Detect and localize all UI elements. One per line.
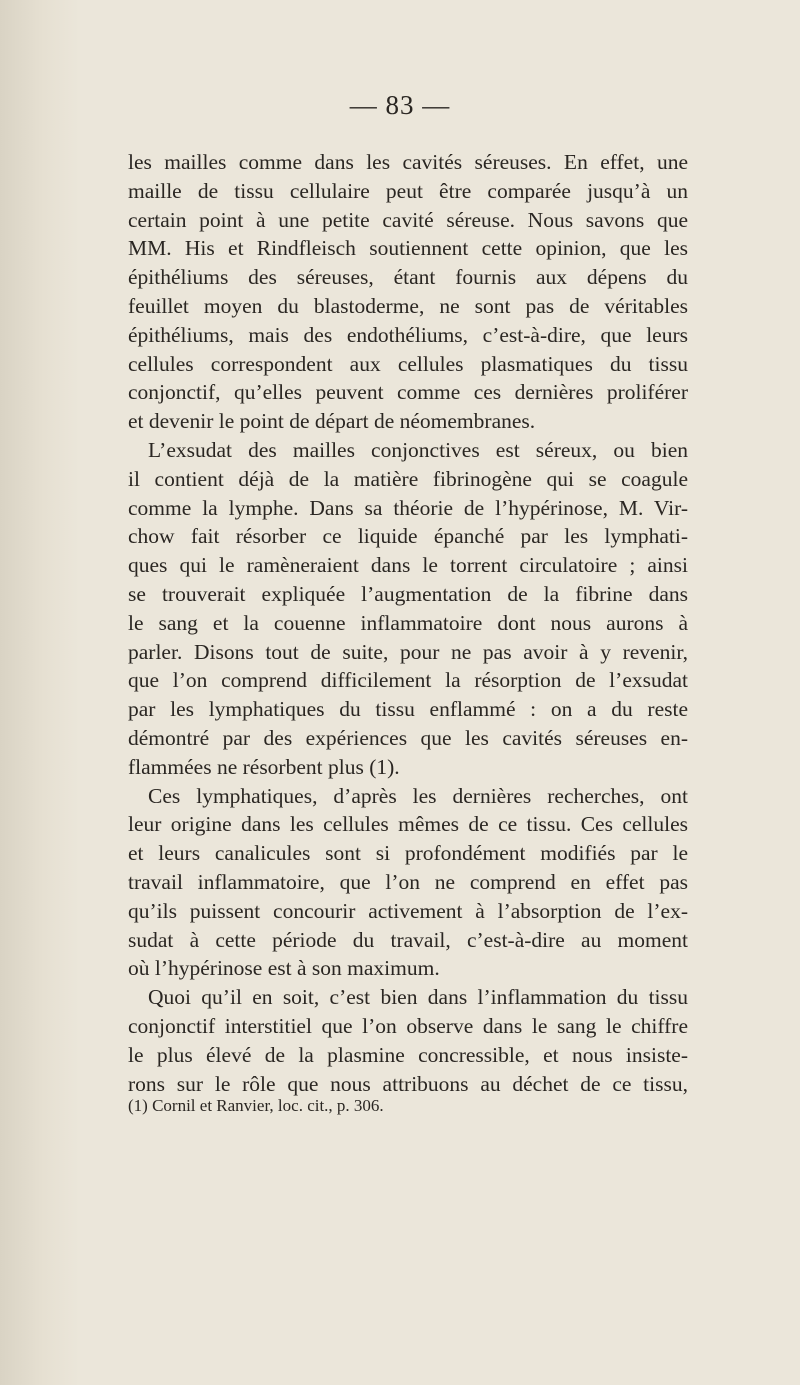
text-line: il contient déjà de la matière fibrinogène qui se coagule [128,466,688,491]
text-line: sudat à cette période du travail, c’est-à-dire au moment [128,927,688,952]
text-line: maille de tissu cellulaire peut être comparée jusqu’à un [128,178,688,203]
text-line: épithéliums des séreuses, étant fournis aux dépens du [128,265,688,290]
text-line: et leurs canalicules sont si profondément modifiés par le [128,841,688,866]
text-line: démontré par des expériences que les cavités séreuses en- [128,725,688,750]
text-line: Quoi qu’il en soit, c’est bien dans l’inflammation du tissu [148,985,688,1010]
text-line: le sang et la couenne inflammatoire dont nous aurons à [128,610,688,635]
text-line: par les lymphatiques du tissu enflammé : on a du reste [128,697,688,722]
text-line: chow fait résorber ce liquide épanché par les lymphati- [128,524,688,549]
text-line: MM. His et Rindfleisch soutiennent cette opinion, que les [128,236,688,261]
text-line: Ces lymphatiques, d’après les dernières recherches, ont [148,783,688,808]
text-line: conjonctif interstitiel que l’on observe dans le sang le chiffre [128,1013,688,1038]
text-line: rons sur le rôle que nous attribuons au déchet de ce tissu, [128,1071,688,1096]
text-line: travail inflammatoire, que l’on ne comprend en effet pas [128,869,688,894]
text-line: se trouverait expliquée l’augmentation de la fibrine dans [128,581,688,606]
text-line: le plus élevé de la plasmine concressible, et nous insiste- [128,1042,688,1067]
text-line: parler. Disons tout de suite, pour ne pas avoir à y revenir, [128,639,688,664]
page-number: — 83 — [349,90,451,120]
text-line: leur origine dans les cellules mêmes de ce tissu. Ces cellules [128,812,688,837]
text-line: que l’on comprend difficilement la résorption de l’exsudat [128,668,688,693]
page-edge-shadow [0,0,80,1385]
text-line: qu’ils puissent concourir activement à l’absorption de l’ex- [128,898,688,923]
text-line: les mailles comme dans les cavités séreuses. En effet, une [128,150,688,174]
text-line: ques qui le ramèneraient dans le torrent circulatoire ; ainsi [128,553,688,578]
text-line: flammées ne résorbent plus (1). [128,754,400,779]
body-text [128,148,688,1098]
text-line: épithéliums, mais des endothéliums, c’est-à-dire, que leurs [128,322,688,347]
text-line: L’exsudat des mailles conjonctives est séreux, ou bien [148,437,688,462]
text-line: feuillet moyen du blastoderme, ne sont pas de véritables [128,293,688,318]
text-line: cellules correspondent aux cellules plasmatiques du tissu [128,351,688,376]
text-line: conjonctif, qu’elles peuvent comme ces dernières proliférer [128,380,688,405]
text-line: et devenir le point de départ de néomembranes. [128,409,536,434]
footnote: (1) Cornil et Ranvier, loc. cit., p. 306. [128,1096,384,1115]
text-line: où l’hypérinose est à son maximum. [128,956,440,981]
text-line: comme la lymphe. Dans sa théorie de l’hypérinose, M. Vir- [128,495,688,520]
text-line: certain point à une petite cavité séreuse. Nous savons que [128,207,688,232]
